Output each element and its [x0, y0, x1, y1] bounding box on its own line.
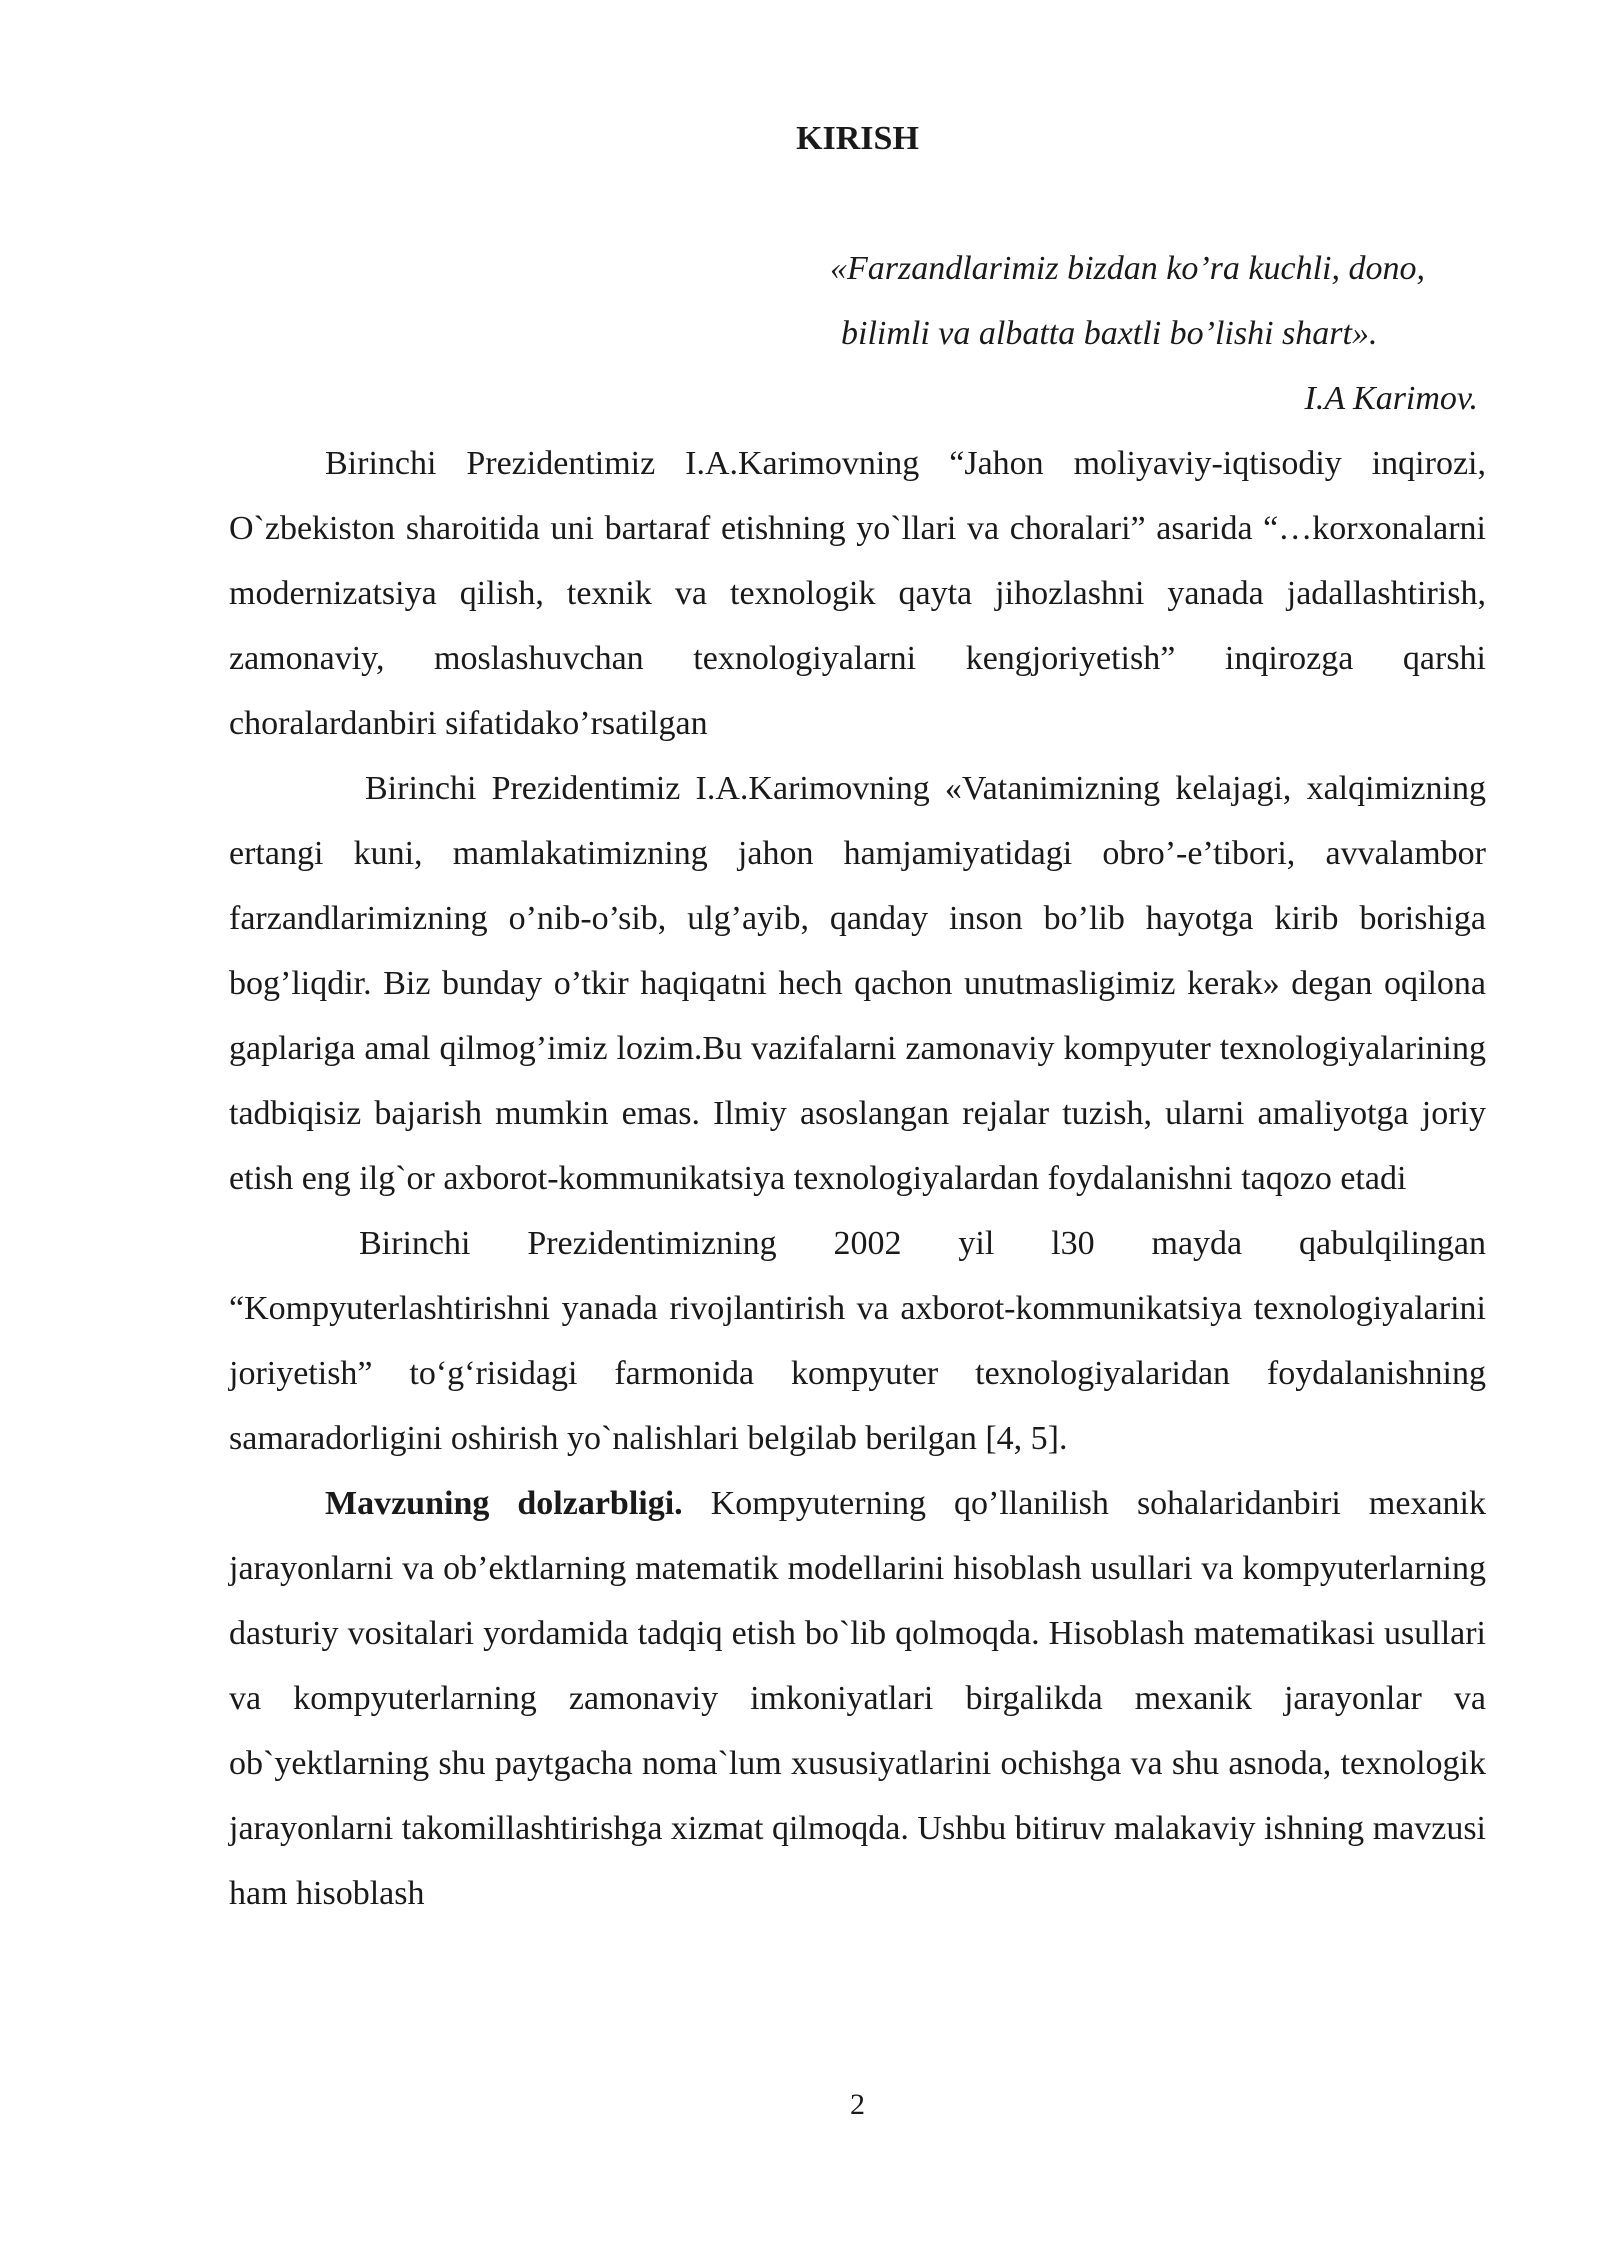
section-heading-inline: Mavzuning dolzarbligi. [325, 1485, 683, 1522]
page-number: 2 [850, 2088, 865, 2121]
paragraph-4 [229, 1471, 1486, 1926]
paragraph-3: Birinchi Prezidentimizning 2002 yil l30 mayda qabulqilingan “Kompyuterlashtirishni yanada rivojlantirish va axborot-kommunikatsiya texnologiyalarini joriyetish” to‘g‘risidagi farmonida kompyuter texnologiyalaridan foydalanishning samaradorligini oshirish yo`nalishlari belgilab berilgan [4, 5]. [229, 1225, 1486, 1457]
epigraph-author: I.A Karimov. [1304, 380, 1478, 417]
paragraph-4-text: Kompyuterning qo’llanilish sohalaridanbiri mexanik jarayonlarni va ob’ektlarning matematik modellarini hisoblash usullari va kompyuterlarning dasturiy vositalari yordamida tadqiq etish bo`lib qolmoqda. Hisoblash matematikasi usullari va kompyuterlarning zamonaviy imkoniyatlari birgalikda mexanik jarayonlar va ob`yektlarning shu paytgacha noma`lum xususiyatlarini ochishga va shu asnoda, texnologik jarayonlarni takomillashtirishga xizmat qilmoqda. Ushbu bitiruv malakaviy ishning mavzusi ham hisoblash [229, 1485, 1486, 1912]
body-text [229, 431, 1486, 1926]
epigraph-line-1: «Farzandlarimiz bizdan ko’ra kuchli, dono, [830, 250, 1425, 287]
page-title: KIRISH [796, 120, 919, 157]
paragraph-2: Birinchi Prezidentimiz I.A.Karimovning «Vatanimizning kelajagi, xalqimizning ertangi kuni, mamlakatimizning jahon hamjamiyatidagi obro’-e’tibori, avvalambor farzandlarimizning o’nib-o’sib, ulg’ayib, qanday inson bo’lib hayotga kirib borishiga bog’liqdir. Biz bunday o’tkir haqiqatni hech qachon unutmasligimiz kerak» degan oqilona gaplariga amal qilmog’imiz lozim.Bu vazifalarni zamonaviy kompyuter texnologiyalarining tadbiqisiz bajarish mumkin emas. Ilmiy asoslangan rejalar tuzish, ularni amaliyotga joriy etish eng ilg`or axborot-kommunikatsiya texnologiyalardan foydalanishni taqozo etadi [229, 770, 1486, 1197]
epigraph [229, 236, 1486, 431]
epigraph-line-2: bilimli va albatta baxtli bo’lishi shart». [841, 315, 1378, 352]
paragraph-1: Birinchi Prezidentimiz I.A.Karimovning “Jahon moliyaviy-iqtisodiy inqirozi, O`zbekiston sharoitida uni bartaraf etishning yo`llari va choralari” asarida “…korxonalarni modernizatsiya qilish, texnik va texnologik qayta jihozlashni yanada jadallashtirish, zamonaviy, moslashuvchan texnologiyalarni kengjoriyetish” inqirozga qarshi choralardanbiri sifatidako’rsatilgan [229, 445, 1486, 742]
